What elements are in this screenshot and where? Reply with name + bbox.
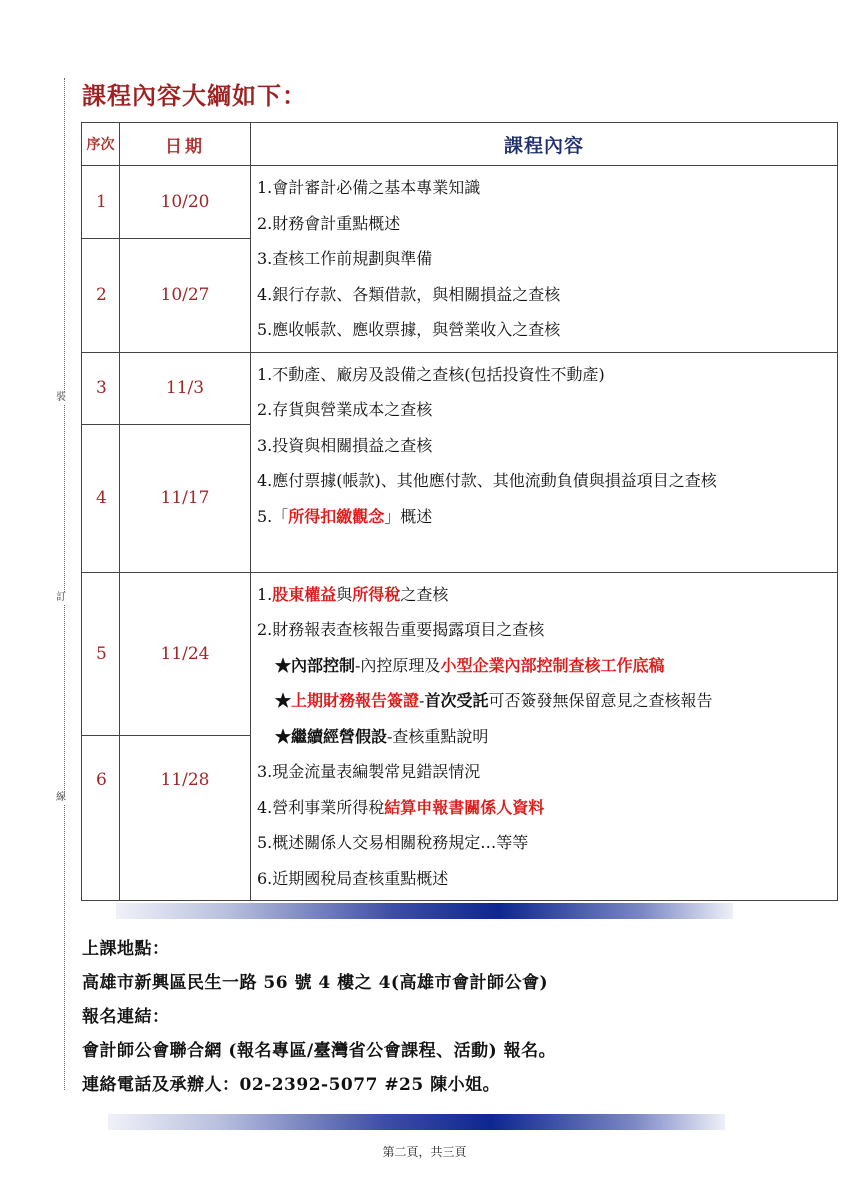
seq-cell: 5: [82, 572, 120, 735]
content-line: 1.會計審計必備之基本專業知識: [257, 178, 481, 197]
table-row: [82, 572, 838, 735]
page-heading: 課程內容大綱如下：: [82, 82, 307, 110]
text-segment: 」概述: [384, 506, 433, 526]
text-segment: 5.「: [257, 506, 289, 526]
text-segment: 與: [336, 584, 353, 604]
signup-label: 報名連結：: [82, 1007, 170, 1027]
content-line: [257, 790, 837, 826]
content-block-1: [251, 166, 838, 353]
course-schedule-table: [81, 122, 838, 901]
star-icon: ★: [275, 691, 292, 710]
date-cell: 11/28: [120, 735, 251, 900]
date-cell: 11/3: [120, 352, 251, 424]
content-line: 4.銀行存款、各類借款，與相關損益之查核: [257, 284, 561, 304]
header-date: 日期: [120, 123, 251, 166]
content-subline: [257, 719, 837, 755]
content-block-3: [251, 572, 838, 901]
seq-cell: 4: [82, 424, 120, 572]
content-line: 2.財務報表查核報告重要揭露項目之查核: [257, 620, 545, 639]
text-segment: 1.: [257, 584, 273, 604]
content-line: 3.查核工作前規劃與準備: [257, 249, 433, 268]
binding-line: [64, 78, 65, 1090]
seq-cell: 2: [82, 239, 120, 352]
table-header-row: [82, 123, 838, 166]
bold-text: ★內部控制: [275, 655, 356, 675]
content-block-2: [251, 352, 838, 572]
highlight-text: 小型企業內部控制查核工作底稿: [440, 655, 665, 675]
text-segment: 可否簽發無保留意見之查核報告: [488, 691, 713, 710]
content-line: [257, 577, 837, 613]
binding-mark-zhuang: 裝: [56, 392, 66, 403]
text-segment: 4.營利事業所得稅: [257, 797, 385, 817]
date-cell: 11/17: [120, 424, 251, 572]
text-segment: -查核重點說明: [387, 726, 489, 746]
venue-label: 上課地點：: [82, 939, 170, 959]
content-line: 3.投資與相關損益之查核: [257, 435, 433, 455]
bold-text: ★繼續經營假設: [275, 726, 388, 746]
content-line: 2.財務會計重點概述: [257, 213, 401, 233]
decorative-gradient-bar: [116, 903, 733, 919]
content-subline: [257, 648, 837, 684]
page-number: 第二頁，共三頁: [382, 1145, 467, 1159]
header-content: 課程內容: [251, 123, 838, 166]
highlight-text: 所得稅: [352, 584, 401, 604]
content-line: 4.應付票據(帳款)、其他應付款、其他流動負債與損益項目之查核: [257, 471, 717, 490]
date-cell: 10/27: [120, 239, 251, 352]
header-seq: 序次: [82, 123, 120, 166]
content-line: 3.現金流量表編製常見錯誤情況: [257, 762, 481, 781]
seq-cell: 3: [82, 352, 120, 424]
signup-instructions: 會計師公會聯合網 (報名專區/臺灣省公會課程、活動) 報名。: [82, 1041, 557, 1061]
table-row: [82, 166, 838, 239]
content-line: 2.存貨與營業成本之查核: [257, 400, 433, 419]
binding-mark-xian: 線: [56, 792, 66, 803]
contact-info: 連絡電話及承辦人：02-2392-5077 #25 陳小姐。: [82, 1075, 501, 1095]
highlight-text: 結算申報書關係人資料: [384, 797, 545, 817]
content-line: 5.概述關係人交易相關稅務規定…等等: [257, 833, 529, 852]
binding-mark-ding: 訂: [56, 592, 66, 603]
content-line: 6.近期國稅局查核重點概述: [257, 868, 449, 888]
content-subline: [257, 683, 837, 719]
venue-address: 高雄市新興區民生一路 56 號 4 樓之 4(高雄市會計師公會): [82, 973, 548, 993]
seq-cell: 1: [82, 166, 120, 239]
bold-text: 首次受託: [424, 691, 489, 710]
content-line: 1.不動產、廠房及設備之查核(包括投資性不動產): [257, 364, 605, 384]
content-line: [257, 499, 837, 535]
seq-cell: 6: [82, 735, 120, 900]
text-segment: -: [419, 691, 425, 710]
decorative-gradient-bar: [108, 1114, 725, 1130]
highlight-text: 上期財務報告簽證: [291, 691, 420, 710]
highlight-text: 股東權益: [272, 584, 337, 604]
content-line: 5.應收帳款、應收票據，與營業收入之查核: [257, 320, 561, 339]
date-cell: 11/24: [120, 572, 251, 735]
text-segment: 之查核: [400, 584, 449, 604]
course-info: [82, 932, 802, 1102]
highlight-text: 所得扣繳觀念: [288, 506, 385, 526]
text-segment: -內控原理及: [355, 655, 441, 675]
table-row: [82, 352, 838, 424]
date-cell: 10/20: [120, 166, 251, 239]
